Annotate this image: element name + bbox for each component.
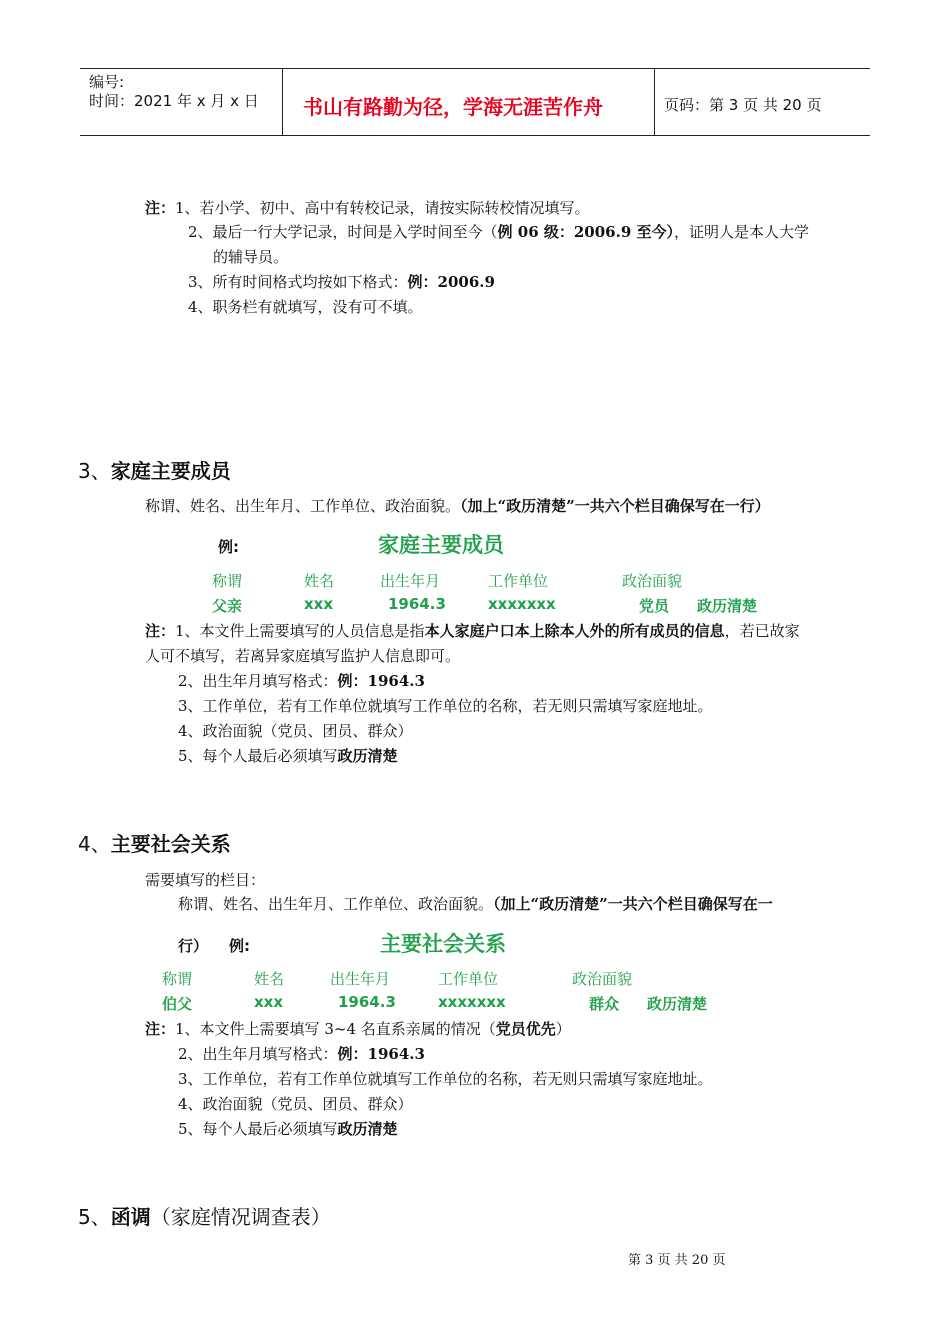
section-number: 4、 <box>78 832 111 856</box>
note-text: ，若已故家 <box>724 622 800 640</box>
school-note-3 <box>188 271 495 292</box>
note-lead: 注： <box>145 1020 176 1038</box>
section3-table-title: 家庭主要成员 <box>378 533 504 557</box>
section3-note-3: 3、工作单位，若有工作单位就填写工作单位的名称，若无则只需填写家庭地址。 <box>178 697 713 715</box>
example-cell-title: 父亲 <box>212 597 243 615</box>
school-note-4: 4、职务栏有就填写，没有可不填。 <box>188 298 423 316</box>
example-cell-name: xxx <box>254 993 284 1011</box>
school-note-2-cont: 的辅导员。 <box>213 248 289 266</box>
example-cell-political: 群众 <box>589 995 620 1013</box>
header-time-label: 时间：2021 年 x 月 x 日 <box>89 92 259 110</box>
example-cell-employer: xxxxxxx <box>438 993 506 1011</box>
header-bottom-rule <box>80 135 870 136</box>
section3-desc <box>145 495 770 516</box>
desc-text: 称谓、姓名、出生年月、工作单位、政治面貌。 <box>178 895 494 913</box>
example-cell-birth: 1964.3 <box>338 993 396 1011</box>
note-text: 5、每个人最后必须填写 <box>178 1120 338 1138</box>
section4-note-3: 3、工作单位，若有工作单位就填写工作单位的名称，若无则只需填写家庭地址。 <box>178 1070 713 1088</box>
header-divider-1 <box>282 68 283 136</box>
note-emphasis: 例：1964.3 <box>337 672 425 690</box>
note-text: 1、若小学、初中、高中有转校记录，请按实际转校情况填写。 <box>175 199 590 217</box>
note-lead: 注： <box>145 199 176 217</box>
section-number: 5、 <box>78 1205 111 1229</box>
example-cell-name: xxx <box>304 595 334 613</box>
example-cell-birth: 1964.3 <box>388 595 446 613</box>
school-note-2 <box>188 221 809 242</box>
section-title: 主要社会关系 <box>110 832 231 856</box>
section4-table-title: 主要社会关系 <box>380 932 506 956</box>
note-emphasis: 政历清楚 <box>337 747 398 765</box>
example-cell-clear: 政历清楚 <box>697 597 758 615</box>
note-emphasis: 本人家庭户口本上除本人外的所有成员的信息 <box>424 622 725 640</box>
col-header-birth: 出生年月 <box>380 572 441 590</box>
note-text: 3、所有时间格式均按如下格式： <box>188 273 408 291</box>
section4-desc-cont: 行） <box>178 937 209 955</box>
section3-heading <box>78 455 231 484</box>
section4-note-1 <box>145 1018 571 1039</box>
note-emphasis: 党员优先 <box>495 1020 556 1038</box>
col-header-name: 姓名 <box>254 970 285 988</box>
note-text: 1、本文件上需要填写 3~4 名 <box>175 1020 376 1038</box>
section4-note-5 <box>178 1118 398 1139</box>
note-emphasis: 例：2006.9 <box>407 273 495 291</box>
section-title: 函调 <box>110 1205 151 1229</box>
section3-note-1 <box>145 620 800 641</box>
section3-note-4: 4、政治面貌（党员、团员、群众） <box>178 722 413 740</box>
note-text: ） <box>555 1020 571 1038</box>
section-number: 3、 <box>78 459 111 483</box>
note-emphasis: 政历清楚 <box>337 1120 398 1138</box>
col-header-title: 称谓 <box>212 572 243 590</box>
header-page-info: 页码：第 3 页 共 20 页 <box>664 96 822 114</box>
note-lead: 注： <box>145 622 176 640</box>
section-subtitle: （家庭情况调查表） <box>150 1205 331 1229</box>
section3-note-2 <box>178 670 425 691</box>
col-header-birth: 出生年月 <box>330 970 391 988</box>
col-header-employer: 工作单位 <box>488 572 549 590</box>
note-text: 1、本文件上需要填写的人员信息是指 <box>175 622 425 640</box>
desc-emphasis: （加上“政历清楚”一共六个栏目确保写在一 <box>493 895 773 913</box>
section-title: 家庭主要成员 <box>110 459 231 483</box>
section3-note-1-cont: 人可不填写，若离异家庭填写监护人信息即可。 <box>145 647 461 665</box>
section4-note-2 <box>178 1043 425 1064</box>
note-text: 2、最后一行大学记录，时间是入学时间至今（ <box>188 223 498 241</box>
example-cell-clear: 政历清楚 <box>647 995 708 1013</box>
section3-note-5 <box>178 745 398 766</box>
col-header-employer: 工作单位 <box>438 970 499 988</box>
header-motto: 书山有路勤为径，学海无涯苦作舟 <box>303 95 603 119</box>
note-emphasis: 例 06 级：2006.9 至今） <box>497 223 674 241</box>
header-top-rule <box>80 68 870 69</box>
desc-emphasis: （加上“政历清楚”一共六个栏目确保写在一行） <box>460 497 770 515</box>
school-note-1 <box>145 197 590 218</box>
section4-heading <box>78 828 231 857</box>
section3-example-label: 例: <box>218 538 239 556</box>
col-header-political: 政治面貌 <box>622 572 683 590</box>
col-header-title: 称谓 <box>162 970 193 988</box>
header-divider-2 <box>654 68 655 136</box>
section4-intro: 需要填写的栏目： <box>145 871 266 889</box>
note-emphasis: 例：1964.3 <box>337 1045 425 1063</box>
example-cell-political: 党员 <box>639 597 670 615</box>
note-text: 2、出生年月填写格式： <box>178 672 338 690</box>
note-text: 5、每个人最后必须填写 <box>178 747 338 765</box>
note-text: 2、出生年月填写格式： <box>178 1045 338 1063</box>
desc-text: 称谓、姓名、出生年月、工作单位、政治面貌。 <box>145 497 461 515</box>
footer-page-number: 第 3 页 共 20 页 <box>628 1253 726 1268</box>
note-text: 直系亲属的情况（ <box>375 1020 496 1038</box>
col-header-political: 政治面貌 <box>572 970 633 988</box>
note-text: ，证明人是本人大学 <box>674 223 810 241</box>
example-cell-title: 伯父 <box>162 995 193 1013</box>
example-cell-employer: xxxxxxx <box>488 595 556 613</box>
section5-heading <box>78 1201 331 1230</box>
section4-example-label: 例: <box>229 937 250 955</box>
header-number-label: 编号: <box>89 73 125 91</box>
section4-note-4: 4、政治面貌（党员、团员、群众） <box>178 1095 413 1113</box>
section4-desc <box>178 893 773 914</box>
col-header-name: 姓名 <box>304 572 335 590</box>
